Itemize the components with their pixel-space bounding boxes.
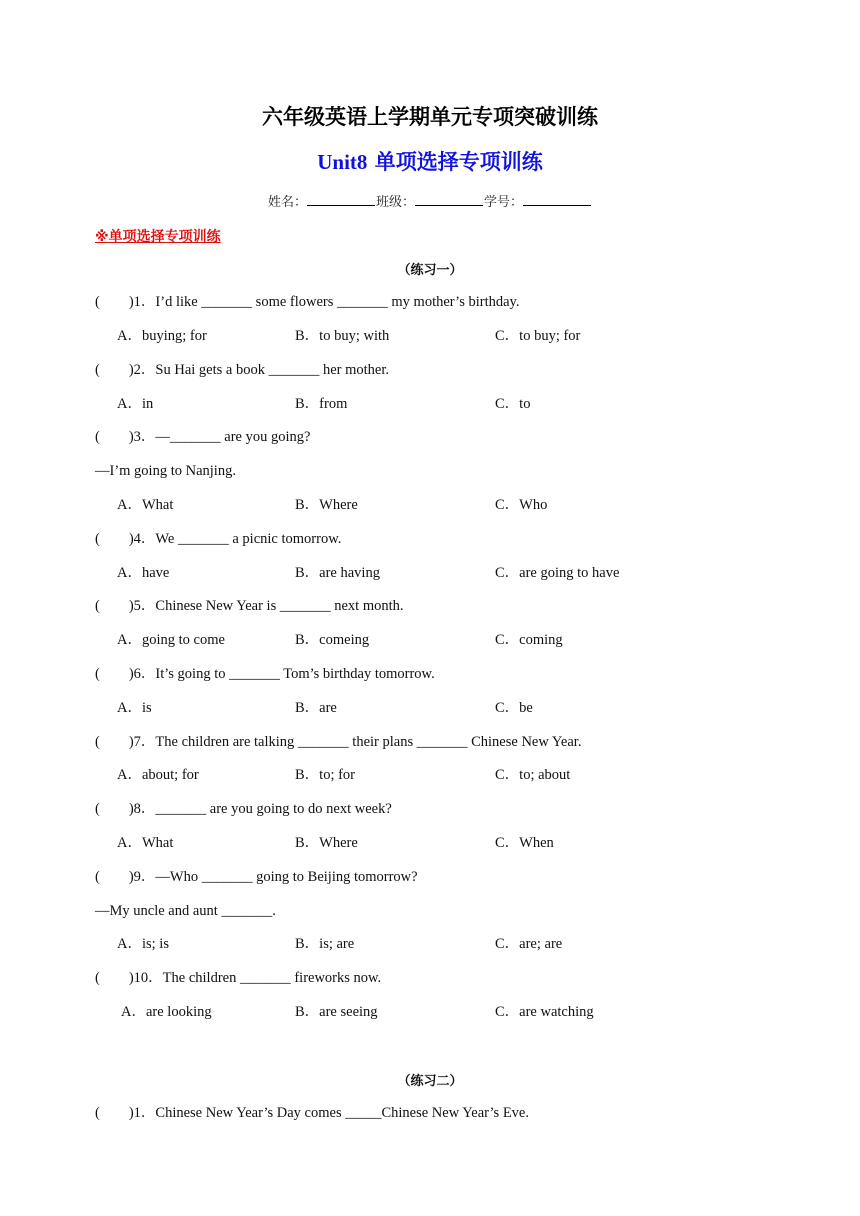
q3-option-b: B．Where (295, 497, 358, 513)
q4-option-b: B．are having (295, 565, 380, 581)
name-label: 姓名： (267, 195, 307, 210)
q9-option-b: B．is; are (295, 936, 355, 952)
number-label: 学号： (484, 195, 524, 210)
q4-option-c: C．are going to have (495, 565, 620, 581)
section-heading: ※单项选择专项训练 (95, 229, 221, 245)
q5-option-b: B．comeing (295, 632, 370, 648)
number-blank[interactable] (523, 193, 591, 206)
q1-option-c: C．to buy; for (495, 328, 581, 344)
q10-option-a: A．are looking (121, 1004, 212, 1020)
q9-option-a: A．is; is (117, 936, 169, 952)
class-label: 班级： (375, 195, 415, 210)
exercise-1-heading: （练习一） (397, 263, 463, 278)
q8-option-b: B．Where (295, 835, 358, 851)
q9-option-c: C．are; are (495, 936, 563, 952)
question-10: ( )10．The children _______ fireworks now. (95, 970, 382, 986)
class-blank[interactable] (415, 193, 483, 206)
question-9: ( )9．—Who _______ going to Beijing tomorrow? (95, 869, 418, 885)
question-3: ( )3．—_______ are you going? (95, 429, 311, 445)
q7-option-b: B．to; for (295, 767, 356, 783)
q5-option-c: C．coming (495, 632, 563, 648)
page-title: 六年级英语上学期单元专项突破训练 (262, 105, 598, 129)
question-6: ( )6．It’s going to _______ Tom’s birthday tomorrow. (95, 666, 435, 682)
q3-option-a: A．What (117, 497, 174, 513)
q6-option-b: B．are (295, 700, 337, 716)
q8-option-a: A．What (117, 835, 174, 851)
question-8: ( )8．_______ are you going to do next week? (95, 801, 392, 817)
student-info-line (0, 191, 860, 210)
q7-option-c: C．to; about (495, 767, 571, 783)
question-3-answer-line: —I’m going to Nanjing. (95, 463, 236, 479)
q4-option-a: A．have (117, 565, 170, 581)
q8-option-c: C．When (495, 835, 554, 851)
q7-option-a: A．about; for (117, 767, 199, 783)
question-9-answer-line: —My uncle and aunt _______. (95, 903, 276, 919)
q10-option-b: B．are seeing (295, 1004, 378, 1020)
q1-option-a: A．buying; for (117, 328, 207, 344)
question-5: ( )5．Chinese New Year is _______ next month. (95, 598, 404, 614)
question-7: ( )7．The children are talking _______ their plans _______ Chinese New Year. (95, 734, 582, 750)
q2-option-b: B．from (295, 396, 348, 412)
q6-option-a: A．is (117, 700, 152, 716)
q10-option-c: C．are watching (495, 1004, 594, 1020)
subtitle-text: 单项选择专项训练 (374, 150, 543, 174)
q2-option-c: C．to (495, 396, 531, 412)
page-subtitle (0, 146, 860, 176)
q5-option-a: A．going to come (117, 632, 225, 648)
exercise-2-heading: （练习二） (397, 1074, 463, 1089)
question-2: ( )2．Su Hai gets a book _______ her mother. (95, 362, 389, 378)
q1-option-b: B．to buy; with (295, 328, 390, 344)
exercise-2-question-1: ( )1．Chinese New Year’s Day comes _____Chinese New Year’s Eve. (95, 1105, 529, 1121)
q3-option-c: C．Who (495, 497, 548, 513)
subtitle-unit: Unit8 (317, 150, 368, 174)
question-1: ( )1．I’d like _______ some flowers _______ my mother’s birthday. (95, 294, 520, 310)
question-4: ( )4．We _______ a picnic tomorrow. (95, 531, 342, 547)
q6-option-c: C．be (495, 700, 533, 716)
name-blank[interactable] (307, 193, 375, 206)
q2-option-a: A．in (117, 396, 154, 412)
